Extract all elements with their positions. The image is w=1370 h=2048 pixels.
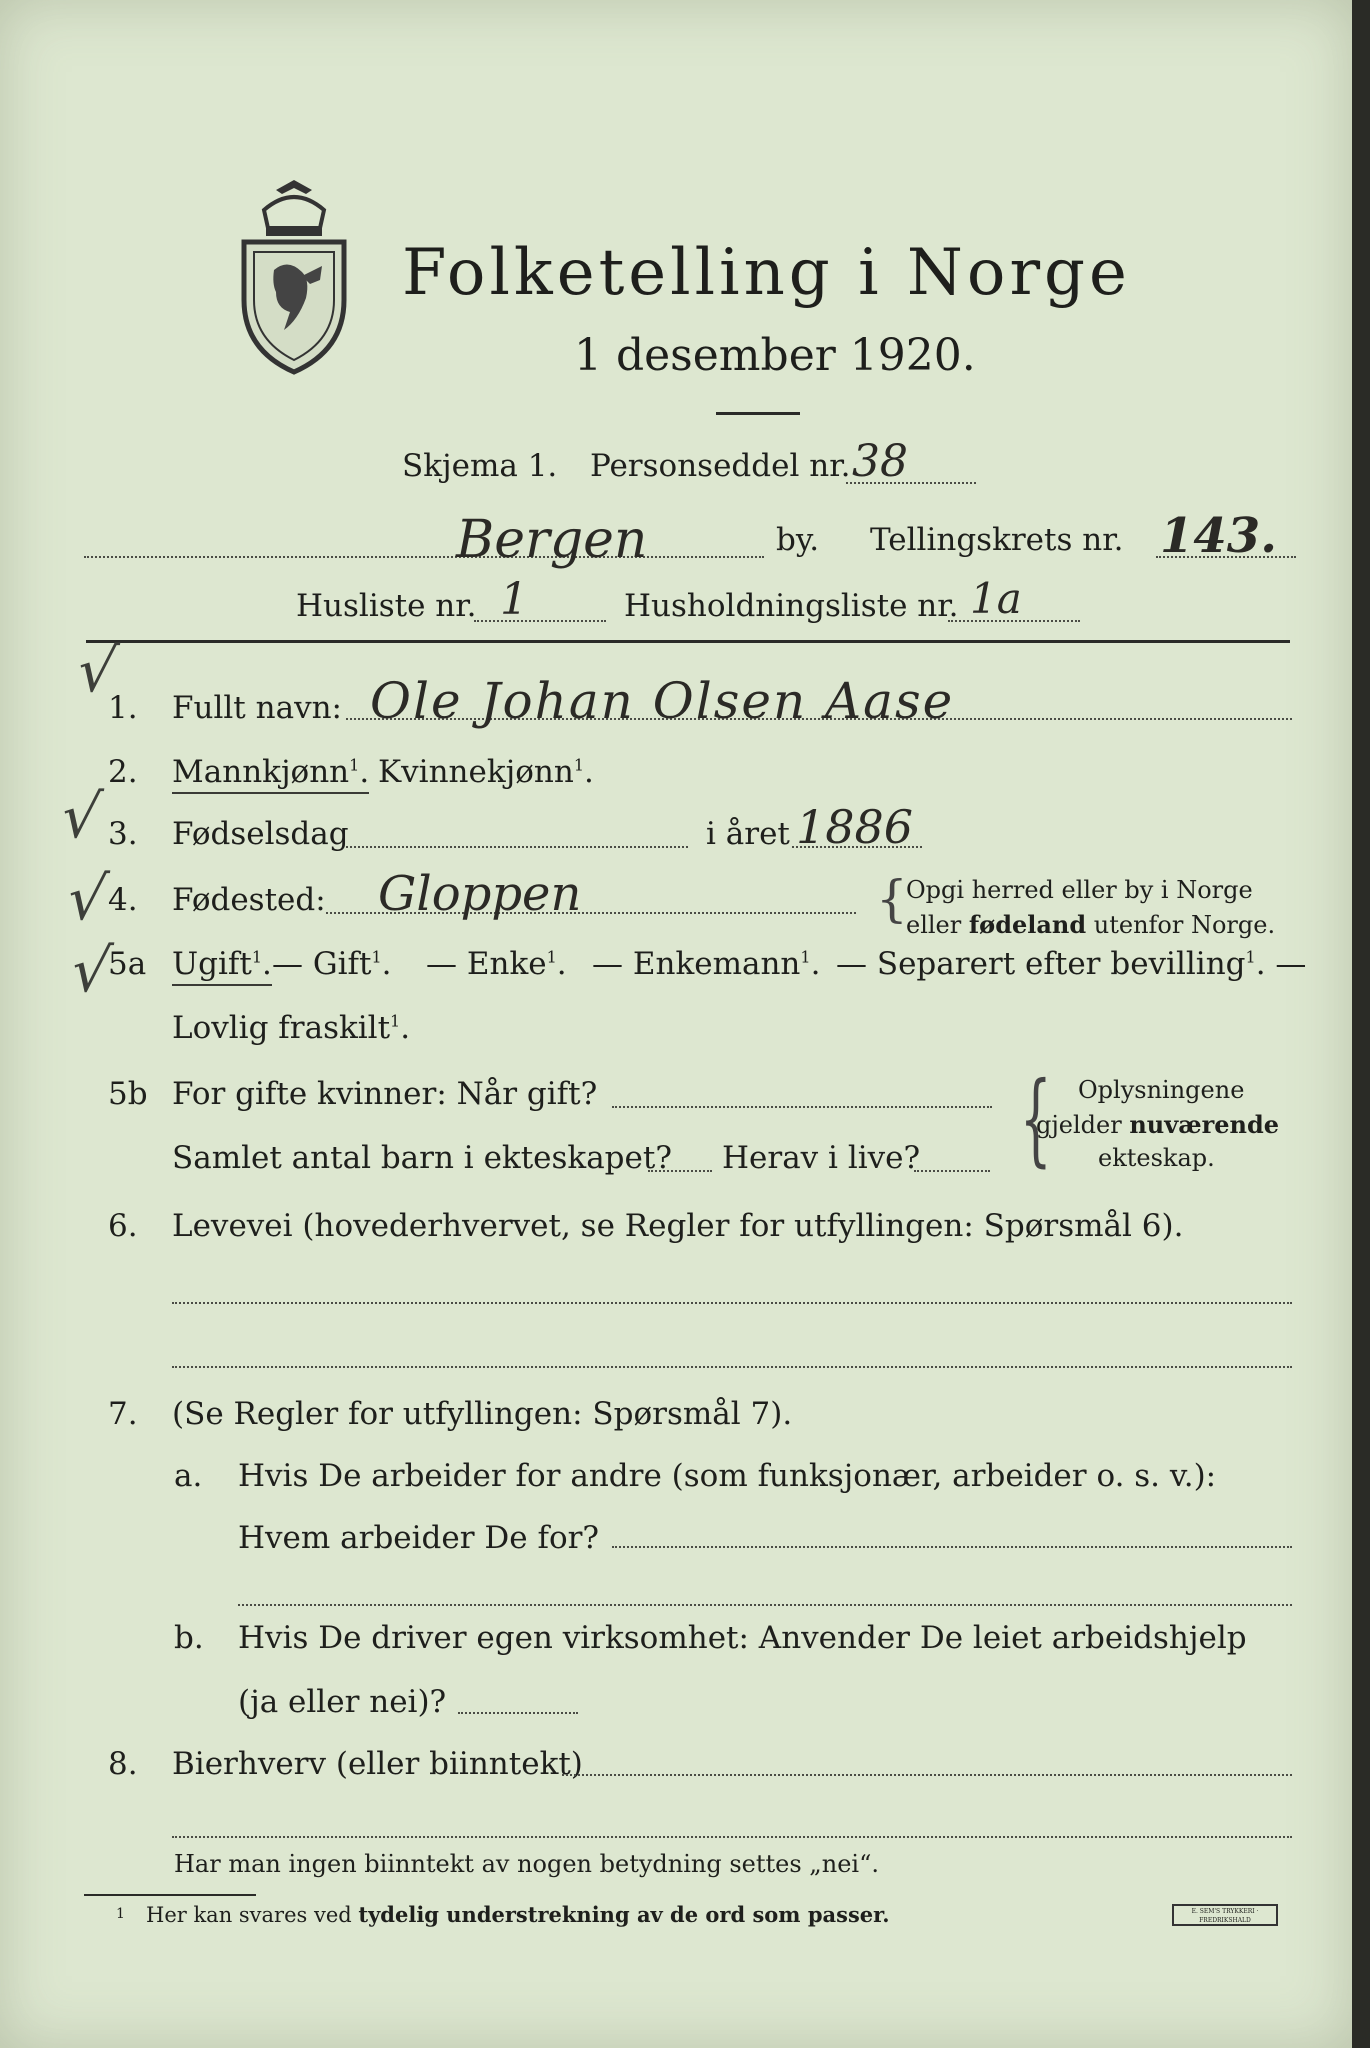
q3-label: Fødselsdag — [172, 816, 349, 852]
tellingskrets-label: Tellingskrets nr. — [870, 522, 1124, 558]
form-date: 1 desember 1920. — [574, 330, 976, 381]
q4-note-line2: eller fødeland utenfor Norge. — [906, 910, 1276, 939]
q5b-note-line3: ekteskap. — [1098, 1144, 1215, 1172]
footnote-number: 1 — [116, 1906, 125, 1922]
q6-label: Levevei (hovederhvervet, se Regler for utfyllingen: Spørsmål 6). — [172, 1208, 1184, 1244]
footnote-text: Her kan svares ved tydelig understrekning av de ord som passer. — [146, 1902, 890, 1927]
husliste-label: Husliste nr. — [296, 588, 477, 624]
male-option[interactable]: Mannkjønn$^1$. — [172, 754, 369, 794]
ugift-option[interactable]: Ugift$^1$. — [172, 946, 272, 986]
birth-year-label: i året — [706, 816, 790, 852]
check-mark-icon: √ — [57, 782, 106, 852]
q5b-label-children: Samlet antal barn i ekteskapet? — [172, 1140, 672, 1176]
q7a-letter: a. — [174, 1458, 203, 1494]
brace-icon: { — [876, 870, 908, 928]
personseddel-label: Personseddel nr. — [590, 448, 851, 484]
husholdning-value: 1a — [970, 574, 1022, 623]
gift-option[interactable]: — Gift$^1$. — [272, 946, 392, 982]
by-label: by. — [776, 522, 820, 558]
q8-number: 8. — [108, 1746, 138, 1782]
q5a-number: 5a — [108, 946, 147, 982]
enkemann-option[interactable]: — Enkemann$^1$. — [592, 946, 821, 982]
printer-stamp: E. SEM'S TRYKKERI · FREDRIKSHALD — [1172, 1904, 1278, 1926]
husliste-field[interactable] — [474, 620, 606, 622]
footnote-rule — [84, 1894, 256, 1896]
q7b-letter: b. — [174, 1620, 204, 1656]
husliste-value: 1 — [500, 574, 528, 625]
header-rule — [86, 640, 1290, 643]
tellingskrets-value: 143. — [1160, 508, 1277, 564]
birthplace-value: Gloppen — [378, 866, 582, 922]
city-value: Bergen — [456, 510, 648, 570]
skjema-label: Skjema 1. — [402, 448, 558, 484]
coat-of-arms-icon — [236, 180, 352, 376]
female-option[interactable]: Kvinnekjønn$^1$. — [378, 754, 594, 790]
q5b-note-line2: gjelder nuværende — [1036, 1110, 1280, 1139]
q1-number: 1. — [108, 690, 138, 726]
fraskilt-option[interactable]: Lovlig fraskilt$^1$. — [172, 1010, 411, 1046]
form-title: Folketelling i Norge — [402, 236, 1131, 310]
q5b-label-alive: Herav i live? — [722, 1140, 921, 1176]
check-mark-icon: √ — [73, 636, 122, 706]
nei-note: Har man ingen biinntekt av nogen betydning settes „nei“. — [174, 1850, 879, 1878]
secondary-income-field-line1[interactable] — [562, 1774, 1292, 1776]
secondary-income-field-line2[interactable] — [172, 1836, 1292, 1838]
q4-note-line1: Opgi herred eller by i Norge — [906, 876, 1253, 904]
separert-option[interactable]: — Separert efter bevilling$^1$. — — [836, 946, 1307, 982]
q5b-number: 5b — [108, 1076, 148, 1112]
check-mark-icon: √ — [63, 864, 112, 934]
q4-label: Fødested: — [172, 882, 326, 918]
q4-number: 4. — [108, 882, 138, 918]
q7a-label: Hvis De arbeider for andre (som funksjonær, arbeider o. s. v.): — [238, 1458, 1217, 1494]
employer-field-line2[interactable] — [238, 1604, 1292, 1606]
occupation-field-line2[interactable] — [172, 1366, 1292, 1368]
married-when-field[interactable] — [612, 1106, 992, 1108]
hired-help-field[interactable] — [458, 1712, 578, 1714]
birth-year-value: 1886 — [796, 800, 914, 854]
q7-label: (Se Regler for utfyllingen: Spørsmål 7). — [172, 1396, 793, 1432]
employer-field-line1[interactable] — [612, 1546, 1292, 1548]
children-count-field[interactable] — [648, 1170, 712, 1172]
personseddel-value: 38 — [852, 436, 908, 487]
enke-option[interactable]: — Enke$^1$. — [426, 946, 567, 982]
q7a-employer-label: Hvem arbeider De for? — [238, 1520, 600, 1556]
q6-number: 6. — [108, 1208, 138, 1244]
q7b-label-yesno: (ja eller nei)? — [238, 1684, 447, 1720]
birthday-field[interactable] — [346, 846, 688, 848]
q1-label: Fullt navn: — [172, 690, 342, 726]
q7b-label: Hvis De driver egen virksomhet: Anvender De leiet arbeidshjelp — [238, 1620, 1247, 1656]
q5b-note-line1: Oplysningene — [1078, 1076, 1245, 1104]
check-mark-icon: √ — [67, 936, 116, 1006]
city-field[interactable] — [84, 556, 764, 558]
full-name-value: Ole Johan Olsen Aase — [370, 672, 955, 730]
q5b-label-married: For gifte kvinner: Når gift? — [172, 1076, 598, 1112]
title-divider — [716, 412, 800, 415]
q3-number: 3. — [108, 816, 138, 852]
q7-number: 7. — [108, 1396, 138, 1432]
children-alive-field[interactable] — [914, 1170, 990, 1172]
q2-number: 2. — [108, 754, 138, 790]
occupation-field-line1[interactable] — [172, 1302, 1292, 1304]
brace-icon: { — [1019, 1060, 1052, 1177]
husholdning-label: Husholdningsliste nr. — [624, 588, 959, 624]
q8-label: Bierhverv (eller biinntekt) — [172, 1746, 583, 1782]
